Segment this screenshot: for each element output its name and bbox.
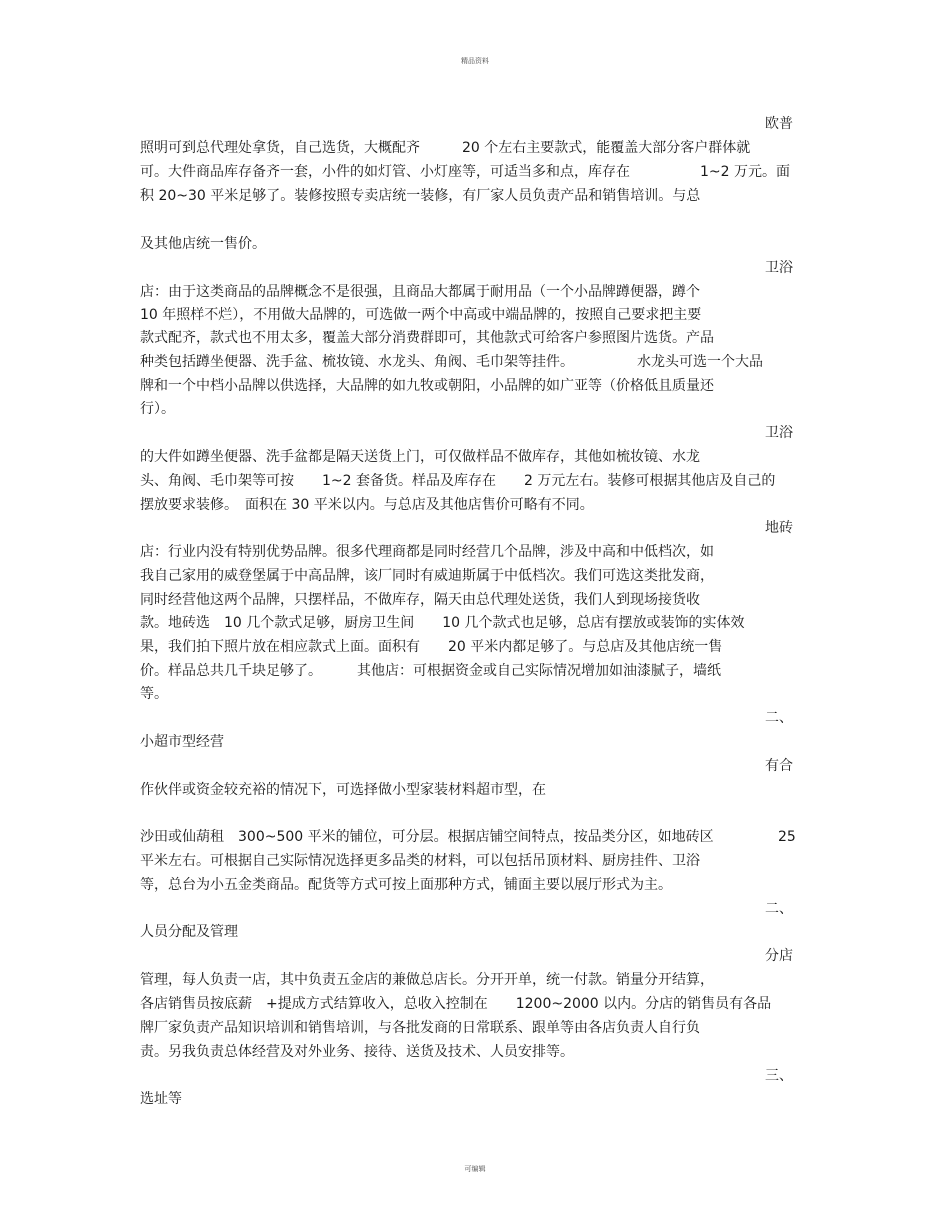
- text-line: 卫浴: [765, 260, 793, 276]
- text-line: 积 20~30 平米足够了。装修按照专卖店统一装修，有厂家人员负责产品和销售培训。与总: [140, 188, 701, 204]
- text-line: 种类包括蹲坐便器、洗手盆、梳妆镜、水龙头、角阀、毛巾架等挂件。 水龙头可选一个大品: [140, 354, 763, 370]
- text-line: 同时经营他这两个品牌，只摆样品，不做库存，隔天由总代理处送货，我们人到现场接货收: [140, 592, 700, 608]
- text-line: 的大件如蹲坐便器、洗手盆都是隔天送货上门，可仅做样品不做库存，其他如梳妆镜、水龙: [140, 449, 700, 465]
- text-line: 牌和一个中档小品牌以供选择，大品牌的如九牧或朝阳，小品牌的如广亚等（价格低且质量还: [140, 378, 714, 394]
- section-number: 二、: [765, 710, 793, 726]
- text-line: 等，总台为小五金类商品。配货等方式可按上面那种方式，铺面主要以展厅形式为主。: [140, 877, 672, 893]
- section-number: 二、: [765, 901, 793, 917]
- text-line: 款式配齐，款式也不用太多，覆盖大部分消费群即可，其他款式可给客户参照图片选货。产品: [140, 330, 714, 346]
- text-line: 欧普: [765, 116, 793, 132]
- text-line: 分店: [765, 948, 793, 964]
- text-line: 有合: [765, 758, 793, 774]
- section-heading: 人员分配及管理: [140, 924, 238, 940]
- text-line: 店：由于这类商品的品牌概念不是很强，且商品大都属于耐用品（一个小品牌蹲便器，蹲个: [140, 284, 700, 300]
- text-line: 责。另我负责总体经营及对外业务、接待、送货及技术、人员安排等。: [140, 1044, 574, 1060]
- text-line: 牌厂家负责产品知识培训和销售培训，与各批发商的日常联系、跟单等由各店负责人自行负: [140, 1020, 700, 1036]
- text-line: 店：行业内没有特别优势品牌。很多代理商都是同时经营几个品牌，涉及中高和中低档次，如: [140, 544, 714, 560]
- text-line: 摆放要求装修。 面积在 30 平米以内。与总店及其他店售价可略有不同。: [140, 497, 594, 513]
- text-line: 沙田或仙葫租 300~500 平米的铺位，可分层。根据店铺空间特点，按品类分区，如地砖区: [140, 829, 714, 845]
- text-line: 等。: [140, 686, 168, 702]
- section-heading: 选址等: [140, 1091, 182, 1107]
- text-line: 作伙伴或资金较充裕的情况下，可选择做小型家装材料超市型，在: [140, 782, 546, 798]
- text-line: 我自己家用的威登堡属于中高品牌，该厂同时有威迪斯属于中低档次。我们可选这类批发商，: [140, 568, 714, 584]
- text-line: 行）。: [140, 401, 175, 417]
- text-line: 果，我们拍下照片放在相应款式上面。面积有 20 平米内都足够了。与总店及其他店统一售: [140, 639, 723, 655]
- text-line: 卫浴: [765, 425, 793, 441]
- text-line: 照明可到总代理处拿货，自己选货，大概配齐 20 个左右主要款式，能覆盖大部分客户群体就: [140, 140, 751, 156]
- text-line: 可。大件商品库存备齐一套，小件的如灯管、小灯座等，可适当多和点，库存在 1~2 万元。面: [140, 164, 790, 180]
- text-line: 头、角阀、毛巾架等可按 1~2 套备货。样品及库存在 2 万元左右。装修可根据其他店及自己的: [140, 473, 776, 489]
- text-line: 10 年照样不烂），不用做大品牌的，可选做一两个中高或中端品牌的，按照自己要求把主要: [140, 307, 702, 323]
- text-line: 地砖: [765, 520, 793, 536]
- text-line: 各店销售员按底薪 +提成方式结算收入，总收入控制在 1200~2000 以内。分店的销售员有各品: [140, 996, 772, 1012]
- text-line: 价。样品总共几千块足够了。 其他店：可根据资金或自己实际情况增加如油漆腻子，墙纸: [140, 663, 721, 679]
- text-line: 平米左右。可根据自己实际情况选择更多品类的材料，可以包括吊顶材料、厨房挂件、卫浴: [140, 853, 700, 869]
- text-line: 管理，每人负责一店，其中负责五金店的兼做总店长。分开开单，统一付款。销量分开结算，: [140, 972, 714, 988]
- text-line: 及其他店统一售价。: [140, 236, 266, 252]
- page-header: 精品资料: [461, 57, 489, 65]
- page-footer: 可编辑: [464, 1165, 486, 1173]
- section-number: 三、: [765, 1068, 793, 1084]
- text-line: 款。地砖选 10 几个款式足够，厨房卫生间 10 几个款式也足够，总店有摆放或装饰的实体效: [140, 615, 745, 631]
- section-heading: 小超市型经营: [140, 734, 224, 750]
- text-line: 25: [778, 829, 796, 845]
